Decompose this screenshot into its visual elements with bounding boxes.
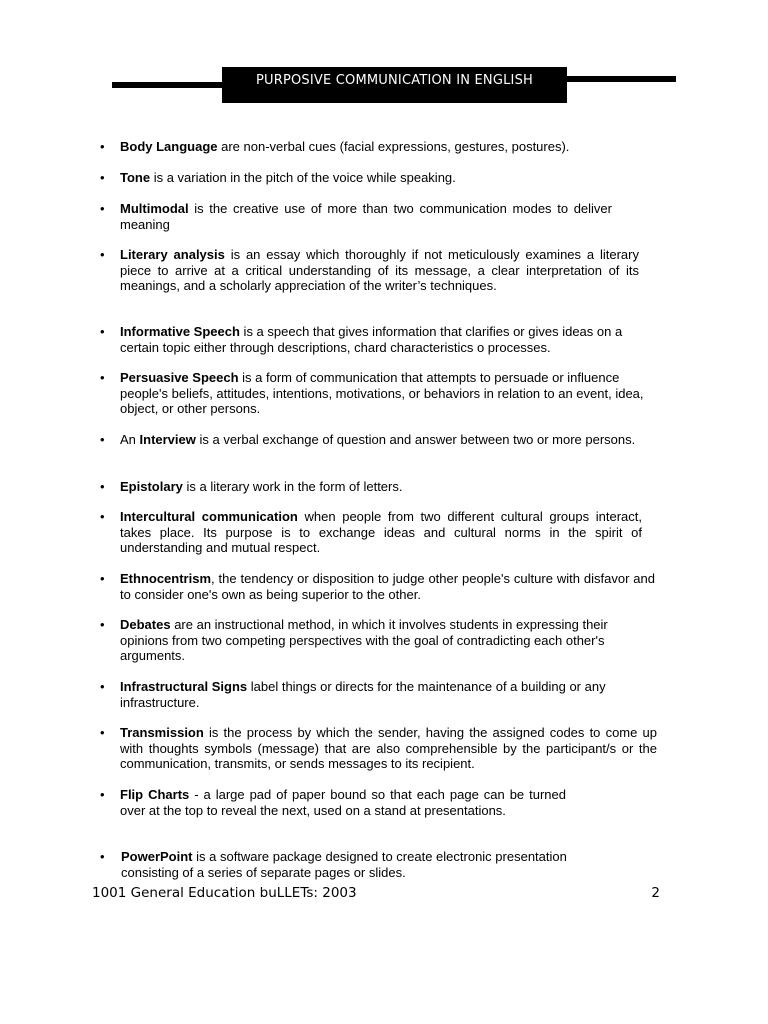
entry-definition: is an essay which thoroughly if not meticulously examines a literary piece to arrive at a critical understanding of its message, a clear interpretation of its meanings, and a scholarly appreciation of the writer’s techniques.: [120, 247, 639, 293]
bullet: •: [100, 479, 105, 494]
entry-definition: - a large pad of paper bound so that each page can be turned over at the top to reveal the next, used on a stand at presentations.: [120, 787, 566, 818]
header-rule-right: [565, 76, 676, 82]
bullet: •: [100, 509, 105, 524]
entry-text: [121, 849, 621, 880]
entry-text: [120, 571, 655, 602]
bullet: •: [100, 617, 105, 632]
entry-term: Multimodal: [120, 201, 189, 216]
entry-term: Literary analysis: [120, 247, 225, 262]
bullet: •: [100, 432, 105, 447]
bullet: •: [100, 247, 105, 262]
bullet: •: [100, 324, 105, 339]
entry-term: PowerPoint: [121, 849, 193, 864]
entry-text: [120, 139, 680, 155]
page-header: [222, 67, 567, 103]
bullet: •: [100, 725, 105, 740]
entry-term: Informative Speech: [120, 324, 240, 339]
page-number: 2: [651, 885, 660, 901]
bullet: •: [100, 849, 105, 864]
entry-term: Infrastructural Signs: [120, 679, 248, 694]
page-footer: [92, 885, 660, 901]
entry-definition: is a speech that gives information that clarifies or gives ideas on a certain topic either through descriptions, chard characteristics o processes.: [120, 324, 623, 355]
entry-term: Flip Charts: [120, 787, 190, 802]
entry-definition: is a form of communication that attempts to persuade or influence people's beliefs, attitudes, intentions, motivations, or behaviors in relation to an event, idea, object, or other persons.: [120, 370, 644, 416]
bullet: •: [100, 679, 105, 694]
entry-definition: is a literary work in the form of letters.: [182, 479, 403, 494]
bullet: •: [100, 170, 105, 185]
entry-text: [120, 509, 642, 556]
entry-definition: is a variation in the pitch of the voice while speaking.: [150, 170, 456, 185]
entry-definition: is a verbal exchange of question and answer between two or more persons.: [195, 432, 636, 447]
entry-text: [120, 679, 640, 710]
entry-definition: is the creative use of more than two communication modes to deliver meaning: [120, 201, 612, 232]
entry-text: [120, 170, 680, 186]
entry-text: [120, 201, 612, 232]
entry-text: [120, 324, 660, 355]
entry-text: [120, 725, 657, 772]
entry-text: [120, 479, 660, 495]
entry-text: [120, 247, 639, 294]
entry-term: Transmission: [120, 725, 204, 740]
entry-term: Ethnocentrism: [120, 571, 212, 586]
entry-definition: when people from two different cultural groups interact, takes place. Its purpose is to exchange ideas and cultural norms in the spirit of understanding and mutual respect.: [120, 509, 642, 555]
entry-definition: are non-verbal cues (facial expressions, gestures, postures).: [217, 139, 570, 154]
entry-term: Epistolary: [120, 479, 183, 494]
bullet: •: [100, 201, 105, 216]
entry-term: Intercultural communication: [120, 509, 298, 524]
footer-text: 1001 General Education buLLETs: 2003: [92, 885, 357, 901]
entry-definition: is the process by which the sender, having the assigned codes to come up with thoughts symbols (message) that are also comprehensible by the participant/s or the communication, transmits, or sends messages to its recipient.: [120, 725, 657, 771]
entry-term: Tone: [120, 170, 151, 185]
bullet: •: [100, 787, 105, 802]
entry-term: Persuasive Speech: [120, 370, 239, 385]
entry-term: Interview: [139, 432, 196, 447]
entry-text: [120, 370, 660, 417]
entry-definition: is a software package designed to create electronic presentation consisting of a series of separate pages or slides.: [121, 849, 567, 880]
entry-text: [120, 432, 674, 448]
entry-term: Debates: [120, 617, 171, 632]
entry-text: [120, 617, 640, 664]
entry-definition: label things or directs for the maintenance of a building or any infrastructure.: [120, 679, 606, 710]
bullet: •: [100, 139, 105, 154]
entry-definition: are an instructional method, in which it involves students in expressing their opinions from two competing perspectives with the goal of contradicting each other's arguments.: [120, 617, 608, 663]
entry-term: Body Language: [120, 139, 218, 154]
entry-pre: An: [120, 432, 140, 447]
header-title: PURPOSIVE COMMUNICATION IN ENGLISH: [255, 73, 534, 88]
header-rule-left: [112, 82, 224, 88]
entry-text: [120, 787, 566, 818]
entry-definition: , the tendency or disposition to judge other people's culture with disfavor and to consider one's own as being superior to the other.: [120, 571, 655, 602]
bullet: •: [100, 370, 105, 385]
bullet: •: [100, 571, 105, 586]
